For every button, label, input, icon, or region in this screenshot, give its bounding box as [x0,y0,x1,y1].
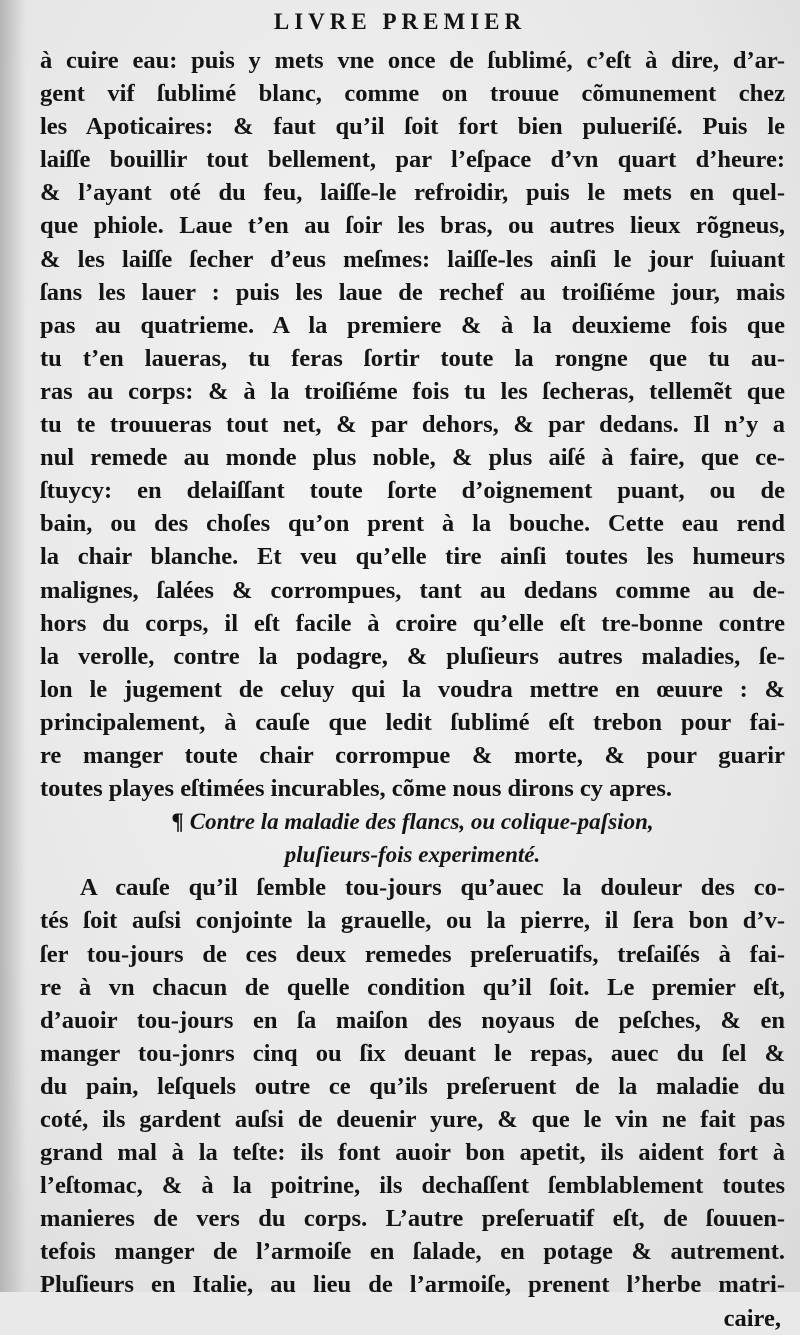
text-line: tu t’en laueras, tu feras ſortir toute la rongne que tu au- [40,344,785,372]
text-line: la verolle, contre la podagre, & pluſieurs autres maladies, ſe- [40,642,785,670]
text-line: nul remede au monde plus noble, & plus aiſé à faire, que ce- [40,444,785,472]
section-heading-line-2: pluſieurs-fois experimenté. [284,842,541,868]
page-body [40,44,785,1335]
text-line: gent vif ſublimé blanc, comme on trouue cõmunement chez [40,80,785,108]
paragraph-1 [40,44,785,805]
text-line: tefois manger de l’armoiſe en ſalade, en potage & autrement. [40,1238,785,1266]
text-line: bain, ou des choſes qu’on prent à la bouche. Cette eau rend [40,510,785,538]
text-line: à cuire eau: puis y mets vne once de ſublimé, c’eſt à dire, d’ar- [40,47,785,74]
text-line: Pluſieurs en Italie, au lieu de l’armoiſe, prenent l’herbe matri- [40,1271,785,1299]
text-line: grand mal à la teſte: ils font auoir bon apetit, ils aident fort à [40,1139,785,1167]
text-line: A cauſe qu’il ſemble tou-jours qu’auec la douleur des co- [80,874,785,902]
text-line: malignes, ſalées & corrompues, tant au dedans comme au de- [40,576,785,604]
pilcrow-mark: ¶ [171,809,184,835]
text-line: lon le jugement de celuy qui la voudra mettre en œuure : & [40,675,785,703]
text-line: ſer tou-jours de ces deux remedes preſeruatifs, treſaiſés à fai- [40,940,785,968]
text-line: manieres de vers du corps. L’autre preſeruatif eſt, de ſouuen- [40,1205,785,1233]
text-line: tu te trouueras tout net, & par dehors, & par dedans. Il n’y a [40,411,785,439]
text-line: hors du corps, il eſt facile à croire qu’elle eſt tre-bonne contre [40,609,785,637]
text-line: coté, ils gardent auſsi de deuenir yure, & que le vin ne fait pas [40,1106,785,1133]
text-line: principalement, à cauſe que ledit ſublimé eſt trebon pour fai- [40,708,785,736]
text-line: & l’ayant oté du feu, laiſſe-le refroidir, puis le mets en quel- [40,179,785,207]
text-line: toutes playes eſtimées incurables, cõme nous dirons cy apres. [40,775,672,803]
text-line: laiſſe bouillir tout bellement, par l’eſpace d’vn quart d’heure: [40,146,785,174]
text-line: l’eſtomac, & à la poitrine, ils dechaſſent ſemblablement toutes [40,1172,785,1200]
text-line: la chair blanche. Et veu qu’elle tire ainſi toutes les humeurs [40,543,785,571]
catchword: caire, [723,1304,781,1332]
text-line: que phiole. Laue t’en au ſoir les bras, ou autres lieux rõgneus, [40,212,785,240]
text-line: ſans les lauer : puis les laue de rechef au troiſiéme jour, mais [40,278,785,306]
text-line: les Apoticaires: & faut qu’il ſoit fort bien pulueriſé. Puis le [40,113,785,141]
text-line: re à vn chacun de quelle condition qu’il ſoit. Le premier eſt, [40,973,785,1001]
text-line: ras au corps: & à la troiſiéme fois tu les ſecheras, tellemẽt que [40,377,785,405]
text-line: pas au quatrieme. A la premiere & à la deuxieme fois que [40,311,785,339]
paragraph-2 [40,871,785,1301]
text-line: ſtuycy: en delaiſſant toute ſorte d’oignement puant, ou de [40,477,785,505]
section-heading-line-1 [40,805,785,838]
page-gutter-shadow [0,0,26,1292]
text-line: tés ſoit auſsi conjointe la grauelle, ou la pierre, il ſera bon d’v- [40,907,785,935]
text-line: du pain, leſquels outre ce qu’ils preſeruent de la maladie du [40,1072,785,1100]
text-line: & les laiſſe ſecher d’eus meſmes: laiſſe-les ainſi le jour ſuiuant [40,245,785,273]
text-line: re manger toute chair corrompue & morte, & pour guarir [40,741,785,769]
section-heading-text: Contre la maladie des flancs, ou colique-paſsion, [189,809,654,835]
text-line: d’auoir tou-jours en ſa maiſon des noyaus de peſches, & en [40,1006,785,1034]
running-head: LIVRE PREMIER [273,9,527,34]
text-line: manger tou-jonrs cinq ou ſix deuant le repas, auec du ſel & [40,1039,785,1067]
